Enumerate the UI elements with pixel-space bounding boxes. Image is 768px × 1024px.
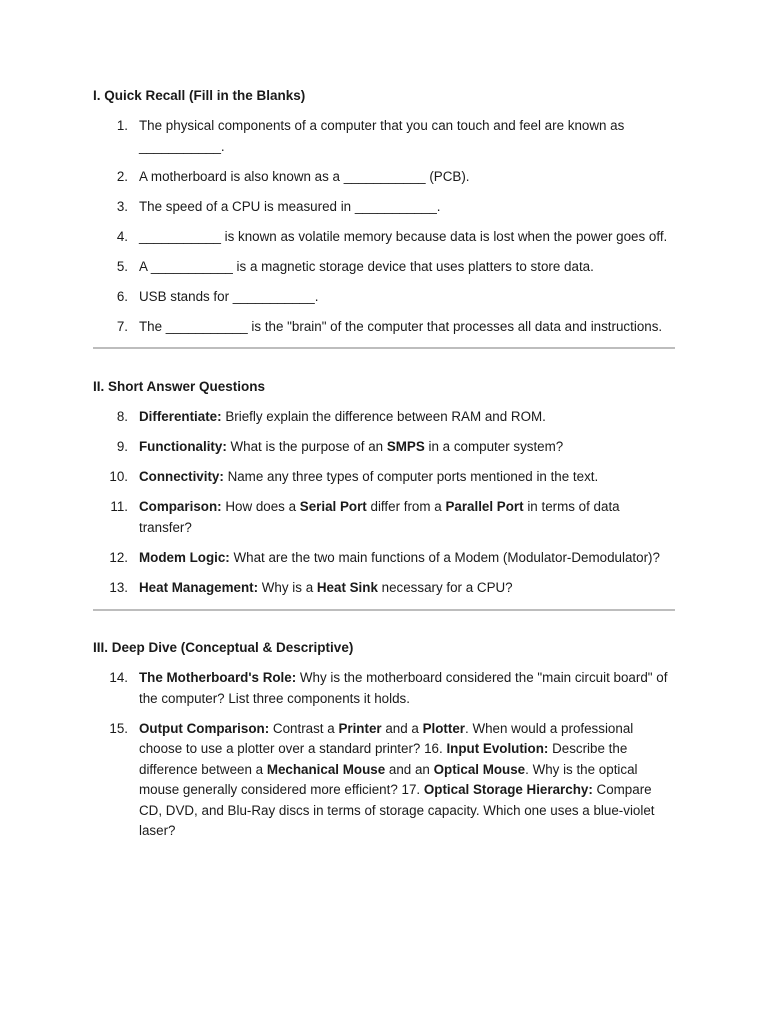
key-term: Input Evolution: xyxy=(446,741,549,756)
question-number: 14. xyxy=(109,670,128,685)
question-6 xyxy=(93,287,675,308)
key-term: Printer xyxy=(338,720,382,736)
section-divider xyxy=(93,347,675,349)
section-divider xyxy=(93,609,675,611)
question-list xyxy=(93,407,675,598)
question-label: Differentiate: xyxy=(139,409,222,424)
question-text: What are the two main functions of a Modem (Modulator-Demodulator)? xyxy=(233,549,660,565)
question-text: The ___________ is the "brain" of the computer that processes all data and instructions. xyxy=(139,318,663,334)
question-text: and a xyxy=(385,720,419,736)
question-text: Briefly explain the difference between RAM and ROM. xyxy=(225,409,546,424)
question-text: . When would a professional choose to use a plotter over a standard printer? 16. xyxy=(139,720,634,756)
question-5 xyxy=(93,257,675,278)
question-number: 15. xyxy=(109,720,128,736)
question-text: A ___________ is a magnetic storage device that uses platters to store data. xyxy=(139,258,594,274)
key-term: Optical Mouse xyxy=(433,761,526,777)
question-text: differ from a xyxy=(370,499,442,514)
section-title: I. Quick Recall (Fill in the Blanks) xyxy=(93,88,306,103)
question-number: 7. xyxy=(116,318,128,334)
key-term: SMPS xyxy=(386,439,425,454)
question-7 xyxy=(93,317,675,338)
question-text: necessary for a CPU? xyxy=(381,579,513,595)
question-text: Contrast a xyxy=(272,720,335,736)
question-label: Heat Management: xyxy=(139,579,259,595)
question-10 xyxy=(93,467,675,488)
question-15 xyxy=(93,719,675,842)
key-term: Parallel Port xyxy=(445,499,524,514)
question-number: 12. xyxy=(109,549,128,565)
question-9 xyxy=(93,437,675,458)
question-text: in terms of data transfer? xyxy=(139,499,620,535)
question-text: A motherboard is also known as a ___________ (PCB). xyxy=(139,168,470,184)
question-12 xyxy=(93,548,675,569)
section-title: II. Short Answer Questions xyxy=(93,379,266,394)
question-text: How does a xyxy=(225,499,297,514)
question-4 xyxy=(93,227,675,248)
key-term: Mechanical Mouse xyxy=(266,761,386,777)
question-number: 2. xyxy=(116,168,128,184)
question-text: USB stands for ___________. xyxy=(139,288,319,304)
question-2 xyxy=(93,167,675,188)
question-3 xyxy=(93,197,675,218)
section-quick-recall xyxy=(93,87,675,337)
question-text: Why is a xyxy=(261,579,314,595)
question-text: Why is the motherboard considered the "main circuit board" of the computer? List three components it holds. xyxy=(139,670,668,706)
question-label: Modem Logic: xyxy=(139,549,230,565)
key-term: Serial Port xyxy=(299,499,367,514)
key-term: Heat Sink xyxy=(316,579,378,595)
question-list xyxy=(93,668,675,842)
question-text: Describe the difference between a xyxy=(139,741,628,777)
question-label: Comparison: xyxy=(139,499,222,514)
question-label: Connectivity: xyxy=(139,469,224,484)
section-title: III. Deep Dive (Conceptual & Descriptive) xyxy=(93,640,354,655)
question-text: The physical components of a computer that you can touch and feel are known as ___________. xyxy=(139,118,625,154)
question-13 xyxy=(93,578,675,599)
question-number: 4. xyxy=(116,228,128,244)
question-11 xyxy=(93,497,675,538)
question-number: 8. xyxy=(116,409,128,424)
question-number: 9. xyxy=(116,439,128,454)
question-label: Functionality: xyxy=(139,439,227,454)
question-list xyxy=(93,116,675,337)
question-text: . Why is the optical mouse generally considered more efficient? 17. xyxy=(139,761,638,797)
question-number: 1. xyxy=(116,118,128,133)
question-number: 11. xyxy=(110,499,128,514)
question-number: 13. xyxy=(109,579,128,595)
question-8 xyxy=(93,407,675,428)
question-number: 6. xyxy=(116,288,128,304)
section-deep-dive xyxy=(93,639,675,842)
question-text: What is the purpose of an xyxy=(230,439,384,454)
question-text: The speed of a CPU is measured in ___________. xyxy=(139,198,441,214)
question-text: Compare CD, DVD, and Blu-Ray discs in terms of storage capacity. Which one uses a blue-violet laser? xyxy=(139,782,655,838)
question-text: ___________ is known as volatile memory because data is lost when the power goes off. xyxy=(139,228,668,244)
worksheet-content xyxy=(93,87,675,842)
question-number: 3. xyxy=(116,198,128,214)
question-number: 10. xyxy=(109,469,128,484)
question-text: Name any three types of computer ports mentioned in the text. xyxy=(227,469,599,484)
section-short-answer xyxy=(93,378,675,598)
key-term: Optical Storage Hierarchy: xyxy=(423,782,593,797)
question-text: in a computer system? xyxy=(428,439,564,454)
question-number: 5. xyxy=(116,258,128,274)
question-text: and an xyxy=(388,761,430,777)
question-14 xyxy=(93,668,675,709)
key-term: Plotter xyxy=(422,720,466,736)
question-1 xyxy=(93,116,675,157)
question-label: The Motherboard's Role: xyxy=(139,670,297,685)
question-label: Output Comparison: xyxy=(139,720,270,736)
